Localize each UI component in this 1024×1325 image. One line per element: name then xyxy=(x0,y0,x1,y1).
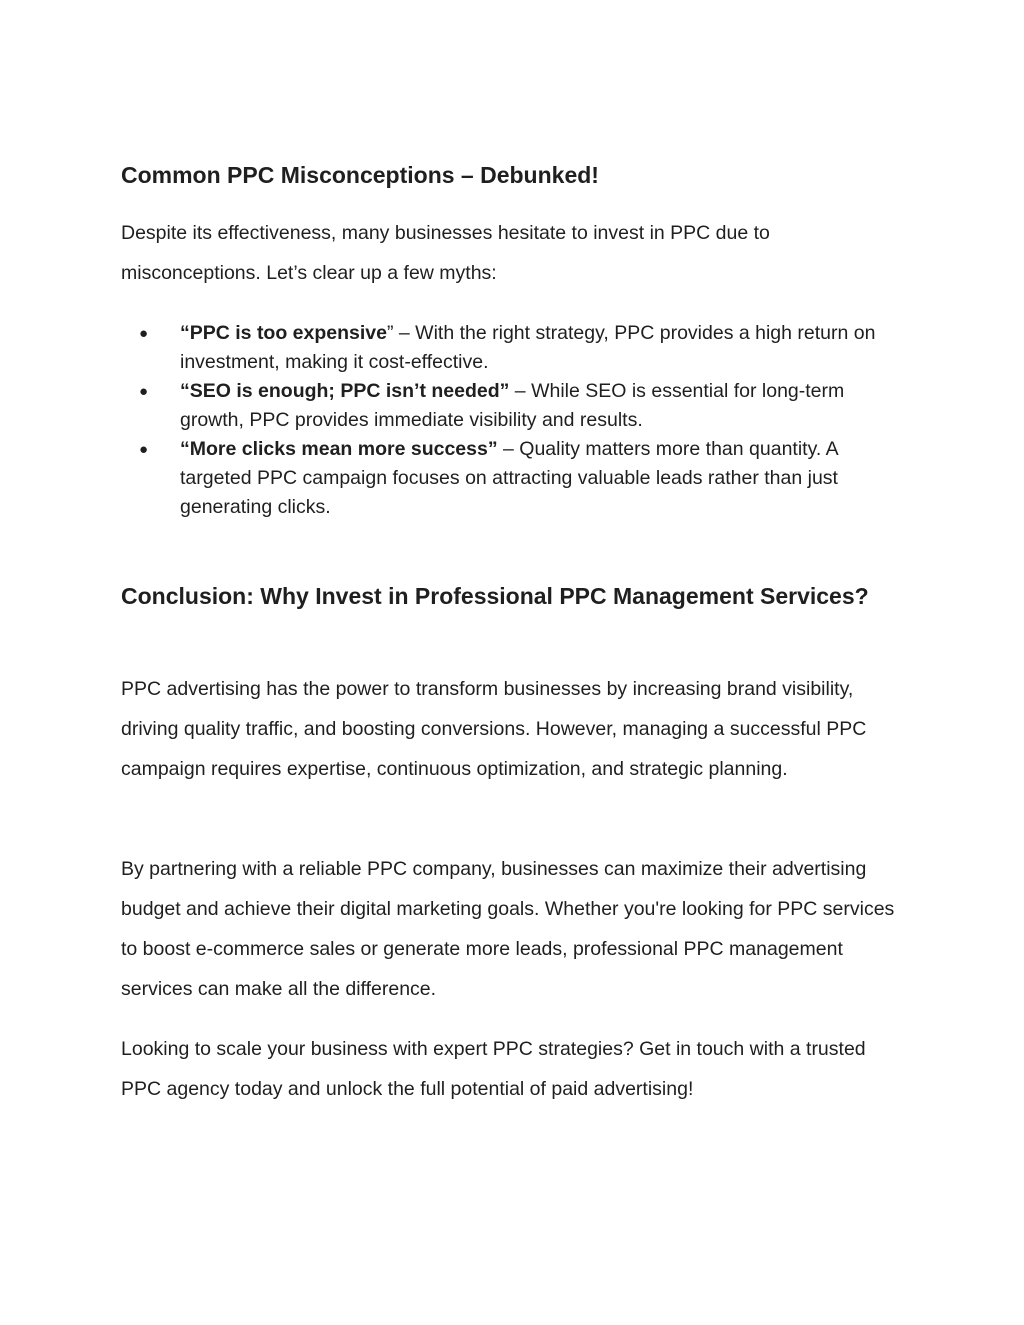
myth-rebuttal: – While SEO is essential for long-term growth, PPC provides immediate visibility and results. xyxy=(180,380,845,431)
section-heading-misconceptions: Common PPC Misconceptions – Debunked! xyxy=(121,162,599,188)
conclusion-paragraph: Looking to scale your business with expert PPC strategies? Get in touch with a trusted PPC agency today and unlock the full potential of paid advertising! xyxy=(121,1038,866,1100)
conclusion-paragraph: By partnering with a reliable PPC company, businesses can maximize their advertising budget and achieve their digital marketing goals. Whether you're looking for PPC services to boost e-commerce sales or generate more leads, professional PPC management services can make all the difference. xyxy=(121,858,895,1000)
section-heading-conclusion: Conclusion: Why Invest in Professional PPC Management Services? xyxy=(121,583,869,609)
bullet-icon: ● xyxy=(139,383,149,400)
bullet-icon: ● xyxy=(139,325,149,342)
list-item xyxy=(121,319,911,377)
list-item xyxy=(121,435,911,522)
myth-rebuttal: ” – With the right strategy, PPC provides a high return on investment, making it cost-effective. xyxy=(180,322,876,373)
myth-title: “SEO is enough; PPC isn’t needed” xyxy=(180,380,510,402)
bullet-icon: ● xyxy=(139,441,149,458)
myth-title: “More clicks mean more success” xyxy=(180,438,498,460)
myths-list xyxy=(121,319,911,522)
intro-paragraph: Despite its effectiveness, many businesses hesitate to invest in PPC due to misconceptions. Let’s clear up a few myths: xyxy=(121,222,770,284)
list-item xyxy=(121,377,911,435)
myth-rebuttal: – Quality matters more than quantity. A targeted PPC campaign focuses on attracting valuable leads rather than just generating clicks. xyxy=(180,438,838,518)
myth-title: “PPC is too expensive xyxy=(180,322,387,344)
conclusion-paragraph: PPC advertising has the power to transform businesses by increasing brand visibility, driving quality traffic, and boosting conversions. However, managing a successful PPC campaign requires expertise, continuous optimization, and strategic planning. xyxy=(121,678,867,780)
